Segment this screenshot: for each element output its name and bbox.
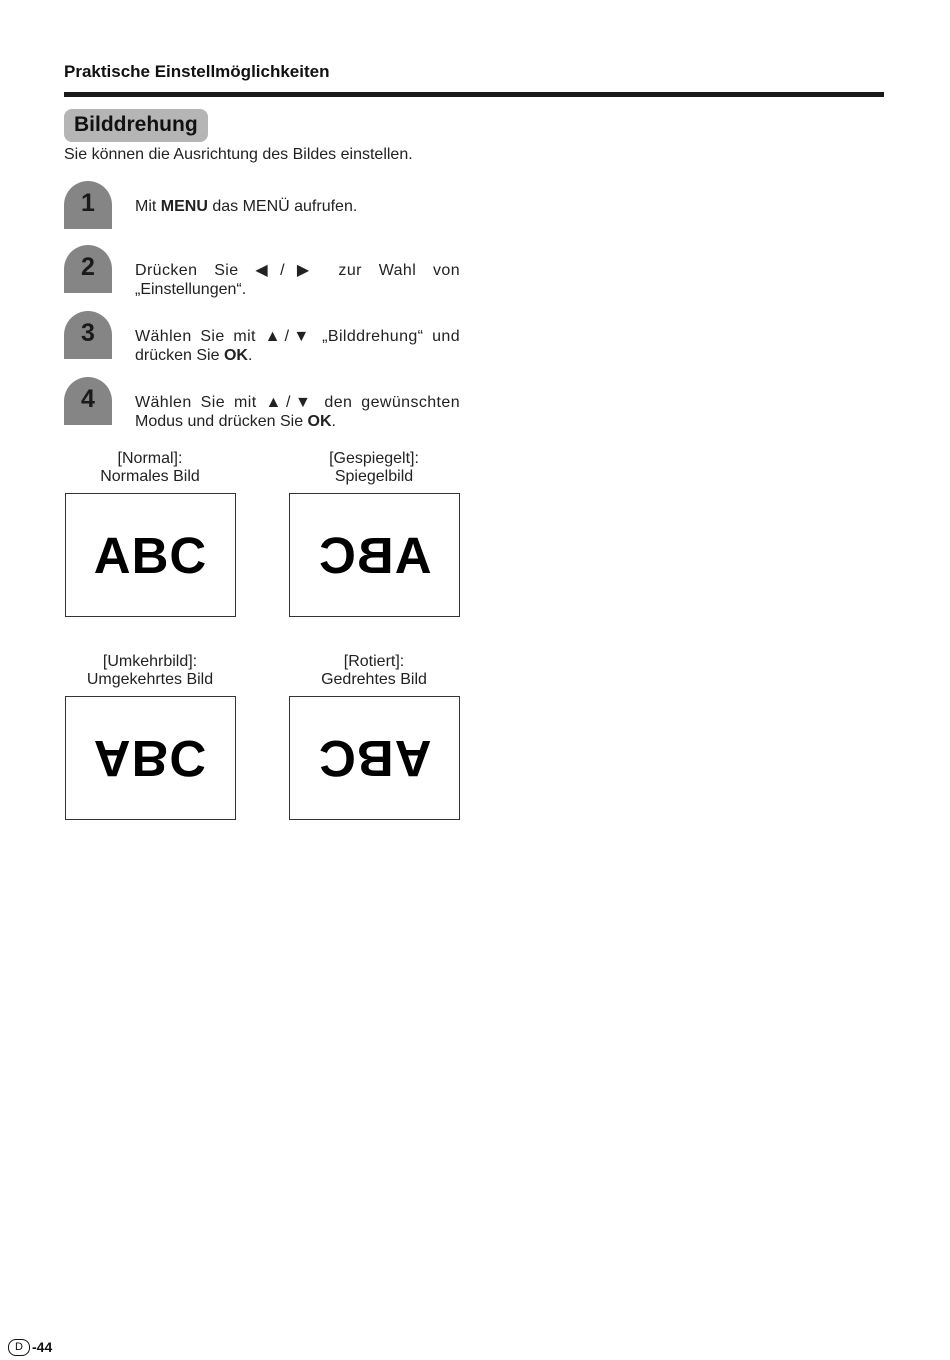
region-badge: D <box>8 1339 30 1356</box>
mode-normal-desc: Normales Bild <box>100 468 200 485</box>
mode-rotated-preview <box>289 696 460 820</box>
mode-mirror-sample: ABC <box>317 526 432 584</box>
mode-rotated-caption <box>289 653 459 689</box>
step-1-text-post: das MENÜ aufrufen. <box>207 198 358 215</box>
step-1-text-pre: Mit <box>135 198 161 215</box>
step-3-text-post: . <box>247 347 253 364</box>
page-number <box>8 1338 52 1356</box>
mode-rotated-sample: ABC <box>317 729 432 787</box>
intro-text: Sie können die Ausrichtung des Bildes einstellen. <box>64 146 413 163</box>
mode-mirror-preview <box>289 493 460 617</box>
step-4-key: OK <box>307 413 332 430</box>
step-4-line-1: Wählen Sie mit ▲/▼ den gewünschten <box>135 394 460 411</box>
mode-upside-down-label: [Umkehrbild]: <box>102 653 198 670</box>
step-1-number: 1 <box>64 181 112 229</box>
mode-normal-preview <box>65 493 236 617</box>
mode-normal-label: [Normal]: <box>117 450 183 467</box>
step-3-key: OK <box>223 347 248 364</box>
step-1-text <box>135 197 460 216</box>
step-4-line-2 <box>135 412 460 431</box>
step-4-text-post: . <box>331 413 336 430</box>
step-2-line-2: „Einstellungen“. <box>135 281 247 298</box>
mode-upside-down-desc: Umgekehrtes Bild <box>86 671 214 688</box>
mode-upside-down-sample: ABC <box>93 729 208 787</box>
step-3-text <box>135 327 460 365</box>
section-header: Praktische Einstellmöglichkeiten <box>64 62 330 81</box>
step-2-number: 2 <box>64 245 112 293</box>
mode-rotated-desc: Gedrehtes Bild <box>321 671 427 688</box>
mode-mirror-label: [Gespiegelt]: <box>329 450 419 467</box>
mode-mirror-desc: Spiegelbild <box>334 468 414 485</box>
step-4-text <box>135 393 460 431</box>
header-divider <box>64 92 884 97</box>
step-3-line-2 <box>135 346 460 365</box>
step-2-text <box>135 261 460 299</box>
mode-upside-down-preview <box>65 696 236 820</box>
page-number-value: -44 <box>32 1339 53 1355</box>
mode-mirror-caption <box>289 450 459 486</box>
mode-normal-caption <box>65 450 235 486</box>
step-3-text-pre: drücken Sie <box>135 347 224 364</box>
step-4-number: 4 <box>64 377 112 425</box>
step-3-number: 3 <box>64 311 112 359</box>
step-1-key: MENU <box>160 198 208 215</box>
mode-rotated-label: [Rotiert]: <box>343 653 405 670</box>
step-4-text-pre: Modus und drücken Sie <box>135 413 308 430</box>
mode-normal-sample: ABC <box>93 526 208 584</box>
step-3-line-1: Wählen Sie mit ▲/▼ „Bilddrehung“ und <box>135 328 460 345</box>
step-2-line-1: Drücken Sie ◀/▶ zur Wahl von <box>135 262 460 279</box>
page-title: Bilddrehung <box>64 109 208 142</box>
mode-upside-down-caption <box>65 653 235 689</box>
